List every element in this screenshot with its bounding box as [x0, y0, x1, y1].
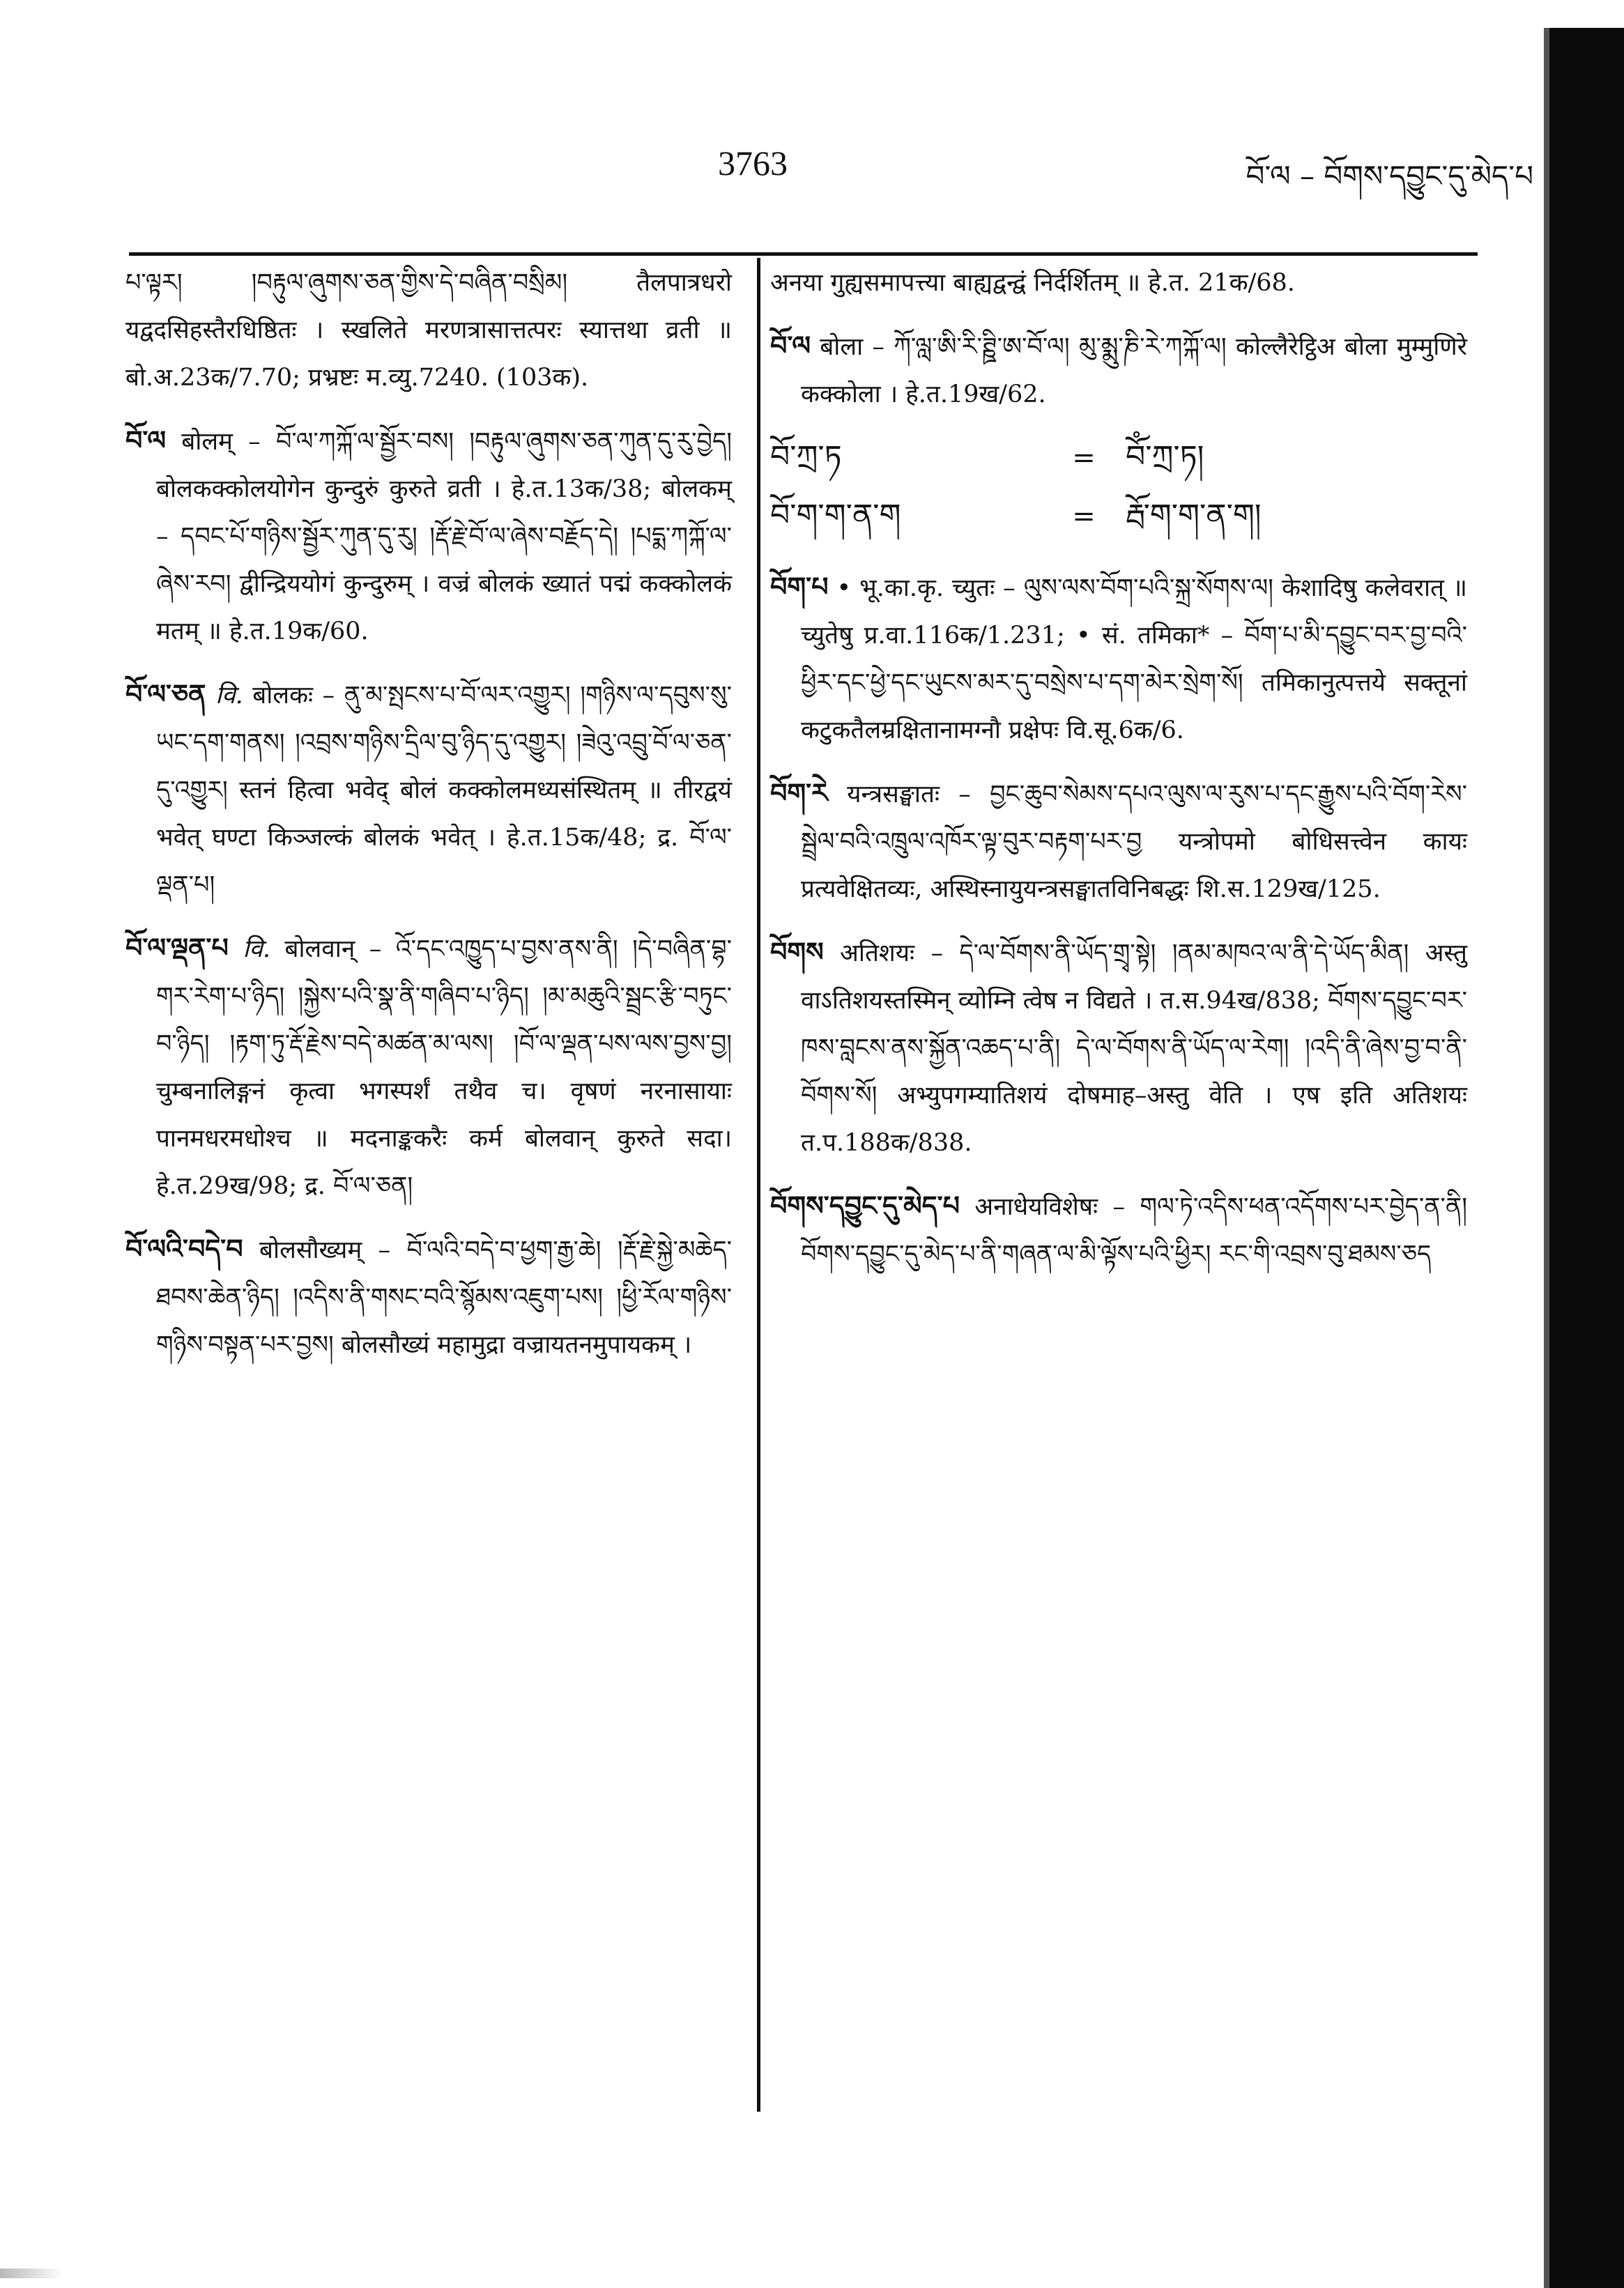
- cross-reference-target: རྦོ་ག་ག་ན་ག།: [1126, 498, 1262, 533]
- page-number: 3763: [718, 144, 788, 183]
- cross-reference-row: [770, 433, 1467, 492]
- entry-headword: བོགས་དབྱུང་དུ་མེད་པ: [770, 1190, 960, 1221]
- entry-headword: བོ་ལའི་བདེ་བ: [125, 1233, 243, 1264]
- left-column: [125, 259, 732, 1384]
- entry-text: པ་ལྟར། །བརྟུལ་ཞུགས་ཅན་གྱིས་དེ་བཞིན་བསྲིམ། तैलपात्रधरो यद्वदसिहस्तैरधिष्ठितः । स्खलिते मरणत्रासात्तत्परः स्यात्तथा व्रती ॥ बो.अ.23क/7.70; प्रभ्रष्टः म.व्यु.7240. (103क).: [125, 269, 732, 392]
- entry-text: अनया गुह्यसमापत्त्या बाह्यद्वन्द्वं निर्दर्शितम् ॥ हे.त. 21क/68.: [770, 269, 1295, 297]
- entry-headword: བོ་ལ་ལྡན་པ: [125, 932, 229, 963]
- cross-reference-term: བོ་ཀྲ་ཏ: [770, 439, 842, 475]
- dictionary-entry: [770, 769, 1467, 913]
- equals-sign: =: [1072, 500, 1096, 532]
- entry-headword: བོ་ལ: [125, 424, 167, 456]
- entry-headword: བོ་ལ་ཅན: [125, 678, 206, 709]
- dictionary-entry: [770, 928, 1467, 1167]
- right-column: [770, 259, 1467, 1293]
- cross-reference-row: [770, 492, 1467, 551]
- dictionary-entry: [125, 417, 732, 655]
- dictionary-entry-continuation: [125, 259, 732, 401]
- entry-text: अतिशयः – དེ་ལ་བོགས་ནི་ཡོད་གྲྭ་སྟེ། །ནམ་མཁའ་ལ་ནི་དེ་ཡོད་མིན། अस्तु वाऽतिशयस्तस्मिन् व्योम्नि त्वेष न विद्यते । त.स.94ख/838; བོགས་དབྱུང་བར་ཁས་བླངས་ནས་སྐྱོན་འཆད་པ་ནི། དེ་ལ་བོགས་ནི་ཡོད་ལ་རེག། །འདི་ནི་ཞེས་བྱ་བ་ནི་བོགས་སོ། अभ्युपगम्यातिशयं दोषमाह–अस्तु वेति । एष इति अतिशयः त.प.188क/838.: [801, 939, 1467, 1157]
- entry-headword: བོག་པ: [770, 571, 829, 602]
- dictionary-entry: [125, 670, 732, 909]
- entry-text: बोलसौख्यम् – བོ་ལའི་བདེ་བ་ཕྱག་རྒྱ་ཆེ། །རྡོ་རྗེ་སྐྱེ་མཆེད་ཐབས་ཆེན་ཉིད། །འདིས་ནི་གསང་བའི་སྙོམས་འཇུག་པས། །ཕྱི་རོལ་གཉིས་གཉིས་བསྟན་པར་བྱས། बोलसौख्यं महामुद्रा वज्रायतनमुपायकम् ।: [156, 1236, 732, 1359]
- header-rule: [129, 252, 1478, 256]
- entry-text: यन्त्रसङ्घातः – བྱང་ཆུབ་སེམས་དཔའ་ལུས་ལ་རུས་པ་དང་རྒྱུས་པའི་བོག་རེས་སྦྲེལ་བའི་འཁྲུལ་འཁོར་ལྟ་བུར་བརྟག་པར་བྱ यन्त्रोपमो बोधिसत्त्वेन कायः प्रत्यवेक्षितव्यः, अस्थिस्नायुयन्त्रसङ्घातविनिबद्धः शि.स.129ख/125.: [801, 781, 1467, 903]
- dictionary-entry: [770, 1182, 1467, 1278]
- grammar-label: वि.: [215, 682, 243, 709]
- cross-reference-term: བོ་ག་ག་ན་ག: [770, 498, 901, 533]
- entry-headword: བོག་རེ: [770, 777, 828, 808]
- dictionary-entry: [125, 924, 732, 1210]
- entry-text: • भू.का.कृ. च्युतः – ལུས་ལས་བོག་པའི་སྐྲ་སོགས་ལ། केशादिषु कलेवरात् ॥ च्युतेषु प्र.वा.116क/1.231; • सं. तमिका* – བོག་པ་མི་དབྱུང་བར་བྱ་བའི་ཕྱིར་དང་ཕྱེ་དང་ཡུངས་མར་དུ་བསྲེས་པ་དག་མེར་སྲེག་སོ། तमिकानुत्पत्तये सक्तूनां कटुकतैलम्रक्षितानामग्नौ प्रक्षेपः वि.सू.6क/6.: [801, 574, 1467, 744]
- entry-headword: བོགས: [770, 936, 824, 967]
- grammar-label: वि.: [243, 935, 271, 963]
- scan-artifact: [0, 2268, 63, 2278]
- cross-reference-table: [770, 433, 1467, 551]
- column-divider: [757, 258, 760, 2112]
- dictionary-entry: [125, 1225, 732, 1369]
- equals-sign: =: [1072, 442, 1096, 474]
- entry-text: बोला – ཀོ་ལླ་ཨི་རི་ཊྛི་ཨ་བོ་ལ། མུ་མྨུ་ཎི་རེ་ཀཀྐོ་ལ། कोल्लैरेट्ठिअ बोला मुम्मुणिरे कक्कोला । हे.त.19ख/62.: [801, 333, 1467, 408]
- entry-headword: བོ་ལ: [770, 330, 811, 361]
- dictionary-entry: [770, 322, 1467, 418]
- cross-reference-target: བོཾ་ཀྲ་ཏ།: [1126, 439, 1204, 475]
- entry-text: बोलवान् – འོ་དང་འཁྱུད་པ་བྱས་ནས་ནི། །དེ་བཞིན་བྷ་གར་རེག་པ་ཉིད། །སྐྱེས་པའི་སྣ་ནི་གཞིབ་པ་ཉིད། །མ་མཆུའི་སྦྲང་རྩི་བཏུང་བ་ཉིད། །རྟག་ཏུ་རྡོ་རྗེས་བདེ་མཚན་མ་ལས། །བོ་ལ་ལྡན་པས་ལས་བྱས་བྱ། चुम्बनालिङ्गनं कृत्वा भगस्पर्शं तथैव च। वृषणं नरनासायाः पानमधरमधोश्च ॥ मदनाङ्ककरैः कर्म बोलवान् कुरुते सदा। हे.त.29ख/98; द्र. བོ་ལ་ཅན།: [156, 935, 732, 1200]
- binding-shadow: [1544, 28, 1624, 2288]
- dictionary-entry-continuation: [770, 259, 1467, 307]
- entry-text: बोलकः – ནུ་མ་སྤངས་པ་བོ་ལར་འགྱུར། །གཉིས་ལ་དབུས་སུ་ཡང་དག་གནས། །འབྲས་གཉིས་དྲིལ་བུ་ཉིད་དུ་འགྱུར། །ཟེའུ་འབྲུ་བོ་ལ་ཅན་དུ་འགྱུར། स्तनं हित्वा भवेद् बोलं कक्कोलमध्यसंस्थितम् ॥ तीरद्वयं भवेत् घण्टा किञ्जल्कं बोलकं भवेत् । हे.त.15क/48; द्र. བོ་ལ་ལྡན་པ།: [156, 682, 732, 899]
- entry-text: बोलम् – བོ་ལ་ཀཀྐོ་ལ་སྦྱོར་བས། །བརྟུལ་ཞུགས་ཅན་ཀུན་དུ་རུ་བྱེད། बोलकक्कोलयोगेन कुन्दुरुं कुरुते व्रती । हे.त.13क/38; बोलकम् – དབང་པོ་གཉིས་སྦྱོར་ཀུན་དུ་རུ། །རྡོ་རྗེ་བོ་ལ་ཞེས་བརྗོད་དེ། །པདྨ་ཀཀྐོ་ལ་ཞེས་རབ། द्वीन्द्रिययोगं कुन्दुरुम् । वज्रं बोलकं ख्यातं पद्मं कक्कोलकं मतम् ॥ हे.त.19क/60.: [156, 428, 732, 645]
- running-head: བོ་ལ – བོགས་དབྱུང་དུ་མེད་པ: [1246, 159, 1533, 193]
- dictionary-entry: [770, 563, 1467, 754]
- entry-text: अनाधेयविशेषः – གལ་ཏེ་འདིས་ཕན་འདོགས་པར་བྱེད་ན་ནི། བོགས་དབྱུང་དུ་མེད་པ་ནི་གཞན་ལ་མི་ལྟོས་པའི་ཕྱིར། རང་གི་འབྲས་བུ་ཐམས་ཅད: [801, 1193, 1467, 1268]
